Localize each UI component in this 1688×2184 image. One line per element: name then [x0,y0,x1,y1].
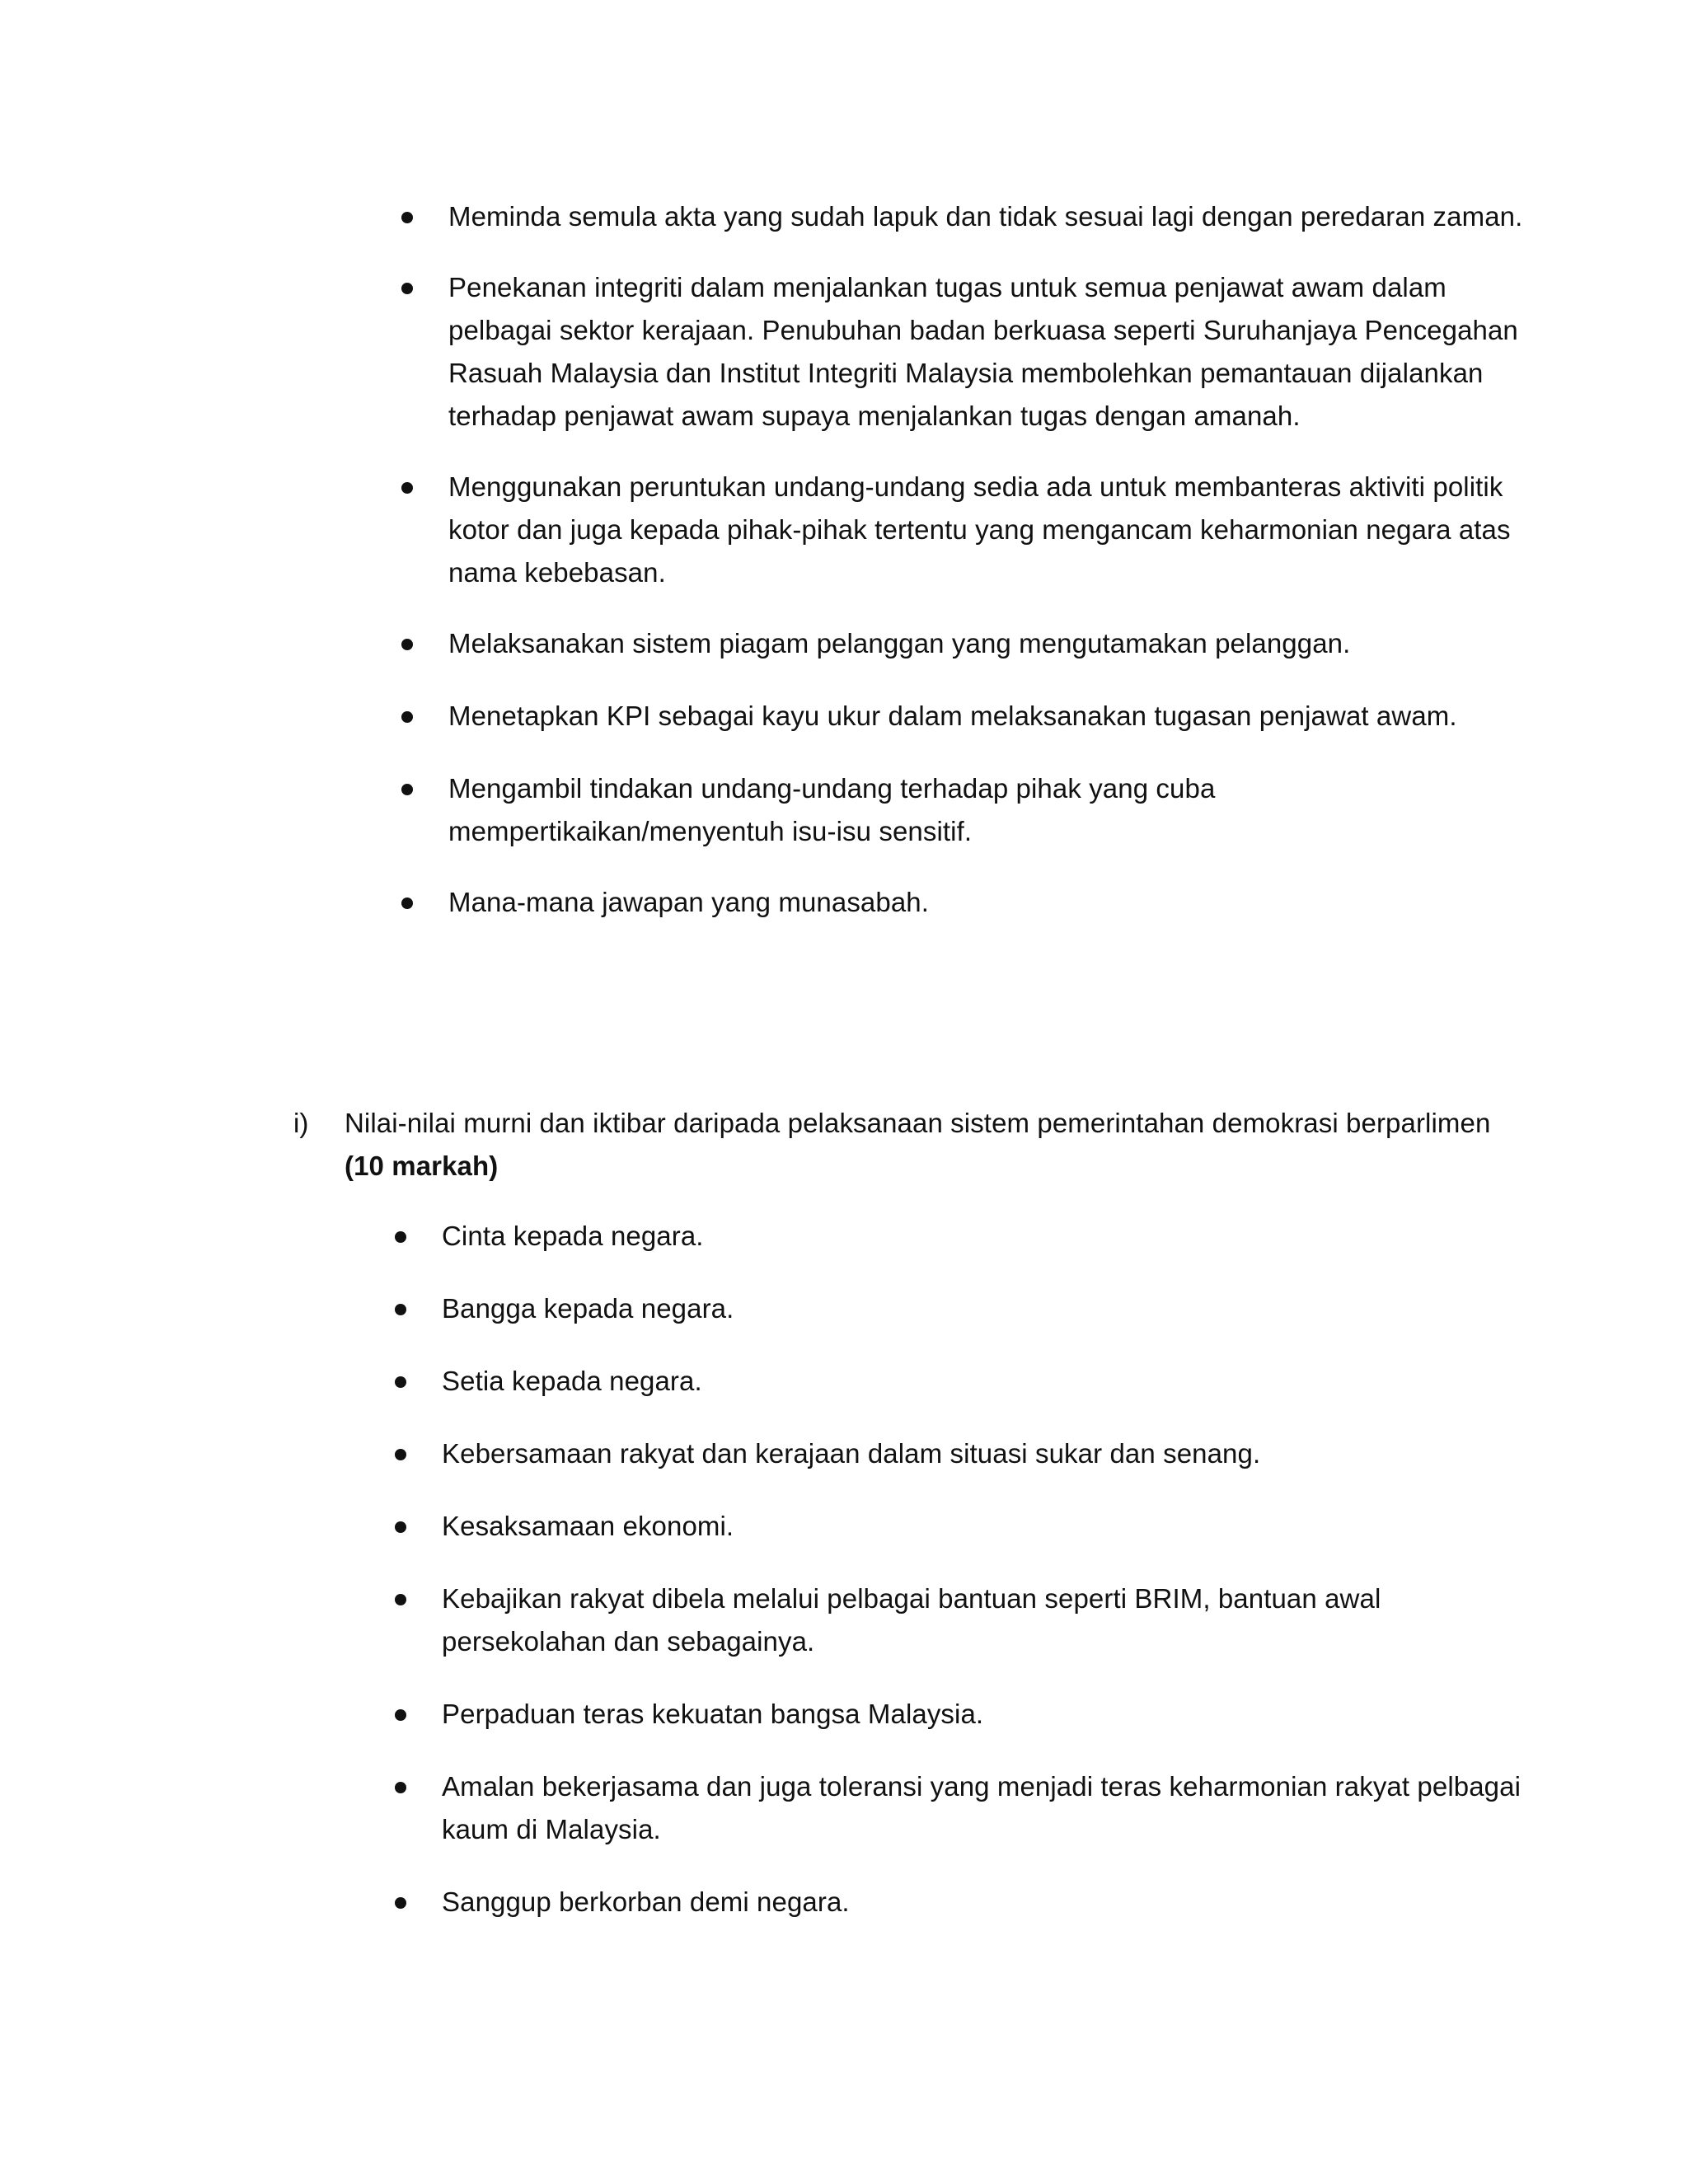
list-item [394,622,1531,665]
list-item-text: Perpaduan teras kekuatan bangsa Malaysia. [442,1699,984,1729]
list-item [387,1215,1525,1258]
bullet-icon [395,1594,406,1605]
list-item-text: Kesaksamaan ekonomi. [442,1511,734,1541]
list-item [387,1881,1525,1924]
list-item [387,1577,1525,1663]
bullet-icon [395,1782,406,1793]
list-item-text: Penekanan integriti dalam menjalankan tugas untuk semua penjawat awam dalam pelbagai sektor kerajaan. Penubuhan badan berkuasa seperti Suruhanjaya Pencegahan Rasuah Malaysia dan Institut Integriti Malaysia membolehkan pemantauan dijalankan terhadap penjawat awam supaya menjalankan tugas dengan amanah. [448,272,1518,431]
bullet-icon [395,1376,406,1388]
list-item-text: Kebajikan rakyat dibela melalui pelbagai bantuan seperti BRIM, bantuan awal persekolahan dan sebagainya. [442,1583,1381,1657]
marks-label: (10 markah) [345,1151,499,1181]
list-item-text: Cinta kepada negara. [442,1221,704,1251]
list-item [394,195,1531,238]
bullet-icon [401,212,413,223]
list-item [387,1693,1525,1736]
section-heading [345,1102,1498,1188]
list-item [394,767,1531,853]
bullet-icon [401,784,413,795]
list-item [387,1765,1525,1851]
list-item [394,881,1531,924]
list-item [387,1505,1525,1548]
list-item [387,1360,1525,1403]
list-item [394,695,1531,738]
list-item-text: Amalan bekerjasama dan juga toleransi yang menjadi teras keharmonian rakyat pelbagai kaum di Malaysia. [442,1771,1521,1844]
list-item [387,1432,1525,1475]
list-item-text: Meminda semula akta yang sudah lapuk dan tidak sesuai lagi dengan peredaran zaman. [448,201,1523,232]
list-item-text: Setia kepada negara. [442,1366,702,1396]
bullet-icon [401,898,413,909]
bullet-icon [395,1304,406,1315]
list-item-text: Sanggup berkorban demi negara. [442,1886,850,1917]
bullet-icon [395,1449,406,1460]
list-item-text: Melaksanakan sistem piagam pelanggan yang mengutamakan pelanggan. [448,628,1351,658]
bullet-icon [401,482,413,494]
section-marker: i) [293,1108,309,1138]
list-item-text: Kebersamaan rakyat dan kerajaan dalam situasi sukar dan senang. [442,1438,1261,1469]
list-item-text: Mengambil tindakan undang-undang terhadap pihak yang cuba mempertikaikan/menyentuh isu-isu sensitif. [448,773,1216,846]
section-heading-text: Nilai-nilai murni dan iktibar daripada pelaksanaan sistem pemerintahan demokrasi berparlimen [345,1108,1491,1138]
list-item-text: Mana-mana jawapan yang munasabah. [448,887,930,917]
bullet-icon [395,1709,406,1721]
list-item [394,466,1531,594]
bullet-list-measures [394,195,1531,924]
bullet-icon [395,1521,406,1533]
list-item [387,1287,1525,1330]
list-item-text: Menetapkan KPI sebagai kayu ukur dalam melaksanakan tugasan penjawat awam. [448,701,1457,731]
list-item-text: Bangga kepada negara. [442,1293,734,1324]
bullet-icon [395,1897,406,1909]
bullet-icon [401,283,413,294]
bullet-list-values [387,1215,1525,1924]
list-item-text: Menggunakan peruntukan undang-undang sedia ada untuk membanteras aktiviti politik kotor dan juga kepada pihak-pihak tertentu yang mengancam keharmonian negara atas nama kebebasan. [448,471,1511,588]
bullet-icon [401,639,413,650]
bullet-icon [401,711,413,723]
bullet-icon [395,1231,406,1243]
list-item [394,266,1531,438]
